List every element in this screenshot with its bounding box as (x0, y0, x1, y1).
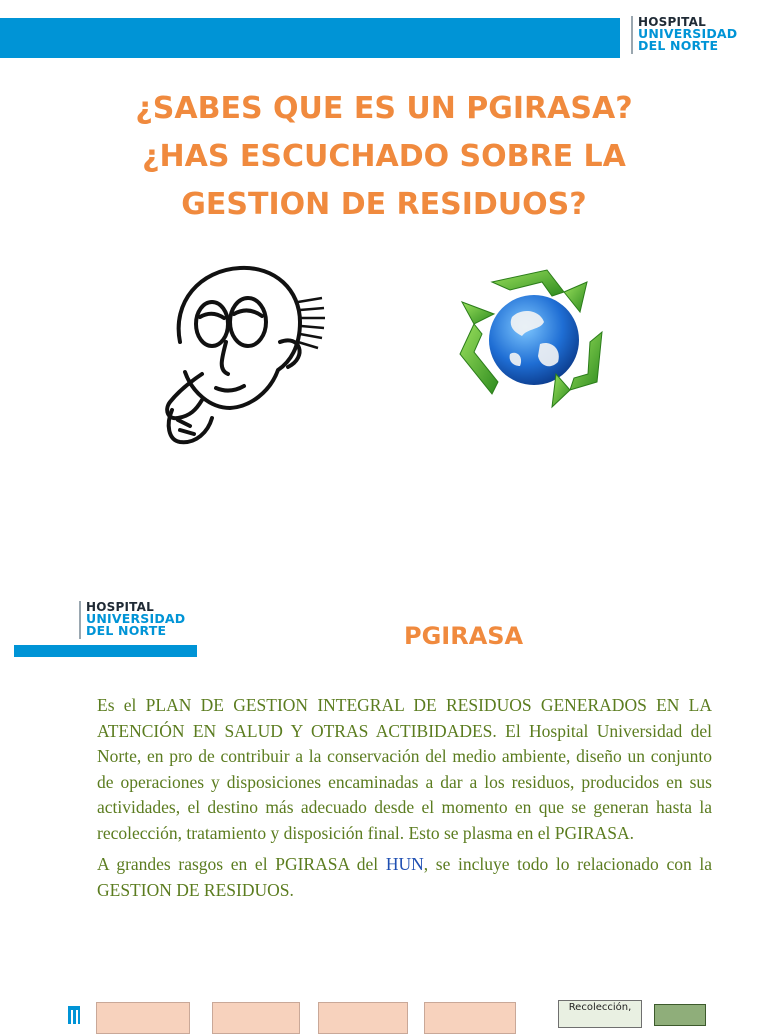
process-step-2 (212, 1002, 300, 1034)
logo-line-universidad: UNIVERSIDAD (86, 611, 186, 626)
title-line-2: ¿HAS ESCUCHADO SOBRE LA (142, 139, 626, 174)
process-step-3 (318, 1002, 408, 1034)
logo-divider (79, 601, 81, 639)
recycle-globe-icon (452, 262, 612, 417)
hun-text: HUN (385, 854, 424, 874)
title-line-3: GESTION DE RESIDUOS? (181, 187, 587, 222)
header-blue-bar (0, 18, 620, 58)
pgirasa-description (97, 693, 712, 909)
hospital-logo (638, 16, 737, 52)
waste-container-icon (654, 1004, 706, 1026)
paragraph-1: Es el PLAN DE GESTION INTEGRAL DE RESIDUOS GENERADOS EN LA ATENCIÓN EN SALUD Y OTRAS ACTIBIDADES. El Hospital Universidad del Norte, en pro de contribuir a la conservación del medio ambiente, diseño un conjunto de operaciones y disposiciones encaminadas a dar a los residuos, producidos en sus actividades, el destino más adecuado desde el momento en que se generan hasta la recolección, tratamiento y disposición final. Esto se plasma en el PGIRASA. (97, 695, 712, 843)
h-logo-icon (68, 1006, 80, 1024)
thinking-face-icon (150, 262, 330, 447)
title-line-1: ¿SABES QUE ES UN PGIRASA? (135, 91, 633, 126)
logo-line-hospital: HOSPITAL (86, 600, 154, 614)
logo-divider (631, 16, 633, 54)
logo-line-del-norte: DEL NORTE (86, 623, 167, 638)
logo-line-del-norte: DEL NORTE (638, 38, 719, 53)
paragraph-2 (97, 852, 712, 903)
section-title: PGIRASA (404, 622, 524, 650)
process-step-4 (424, 1002, 516, 1034)
recoleccion-label: Recolección, (568, 1002, 632, 1013)
logo-blue-bar (14, 645, 197, 657)
slide-title (0, 85, 768, 229)
logo-line-universidad: UNIVERSIDAD (638, 26, 738, 41)
hospital-logo-slide2 (86, 601, 185, 637)
process-step-1 (96, 1002, 190, 1034)
paragraph-2-end: , se incluye todo lo relacionado con la GESTION DE RESIDUOS. (97, 854, 712, 900)
paragraph-2-start: A grandes rasgos en el PGIRASA del (97, 854, 386, 874)
logo-line-hospital: HOSPITAL (638, 15, 706, 29)
